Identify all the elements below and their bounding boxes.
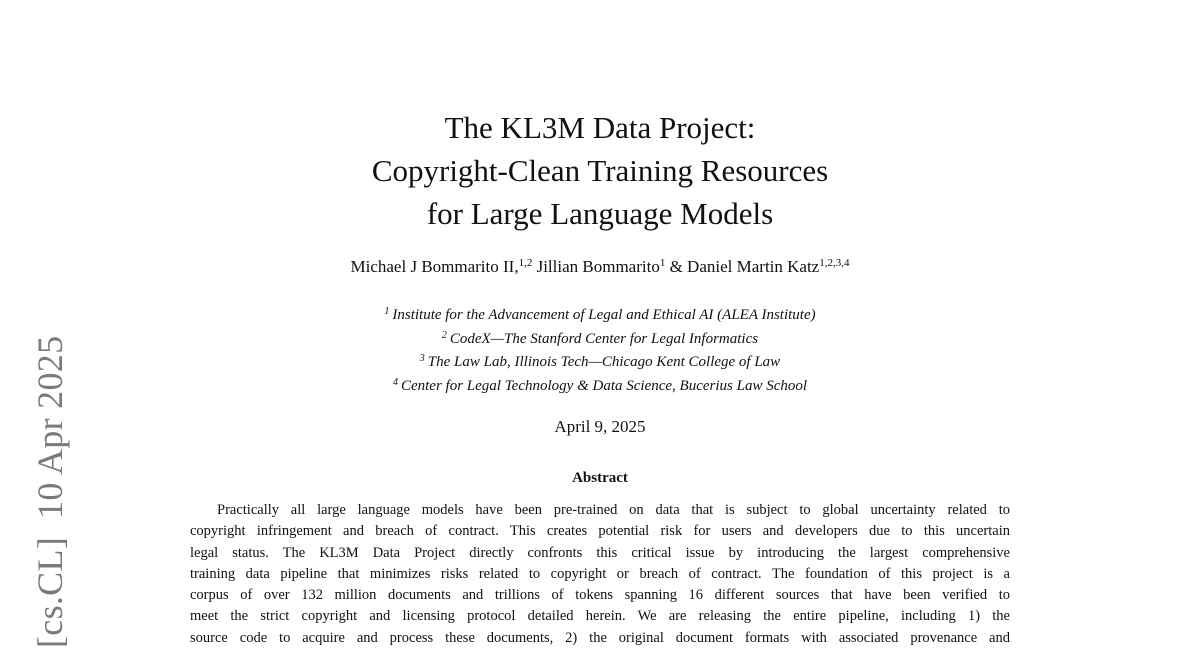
affiliation [250,304,950,328]
abstract-line: Practically all large language models have been pre-trained on data that is subject to global uncertainty related to [217,502,1010,518]
paper-title [300,106,900,235]
author-name: Jillian Bommarito [536,257,660,276]
affiliation-number: 2 [441,329,447,341]
abstract-heading: Abstract [572,470,628,486]
affiliation-number: 1 [384,306,390,317]
affiliation [250,375,950,399]
author-affil-marker: 1,2,3,4 [819,257,850,269]
affiliation [250,351,950,375]
abstract-body [190,500,1010,649]
abstract-line: corpus of over 132 million documents and trillions of tokens spanning 16 different sources that have been verified to [190,587,1010,604]
title-line: for Large Language Models [426,196,774,231]
affiliation-number: 3 [419,353,425,364]
paper-date: April 9, 2025 [554,417,646,436]
affiliation-number: 4 [392,376,398,388]
affiliation-text: Center for Legal Technology & Data Science, Bucerius Law School [400,377,808,394]
author-affil-marker: 1 [659,257,666,269]
affiliation-list [250,304,950,398]
arxiv-side-stamp [28,308,72,648]
abstract-line: copyright infringement and breach of contract. This creates potential risk for users and developers due to this uncertain [190,523,1010,540]
affiliation-text: CodeX—The Stanford Center for Legal Informatics [449,330,759,347]
abstract-line: meet the strict copyright and licensing protocol detailed herein. We are releasing the entire pipeline, including 1) the [190,608,1010,625]
affiliation-text: The Law Lab, Illinois Tech—Chicago Kent College of Law [427,354,781,370]
abstract-line: training data pipeline that minimizes risks related to copyright or breach of contract. The foundation of this project is a [190,565,1010,582]
abstract-line: legal status. The KL3M Data Project directly confronts this critical issue by introducing the largest comprehensive [190,544,1010,561]
abstract-line: source code to acquire and process these documents, 2) the original document formats with associated provenance and [190,629,1010,646]
author-affil-marker: 1,2 [518,257,533,269]
title-line: The KL3M Data Project: [444,110,756,145]
title-line: Copyright-Clean Training Resources [371,153,829,188]
author-name: & Daniel Martin Katz [669,257,820,276]
arxiv-date: 10 Apr 2025 [30,335,70,519]
author-name: Michael J Bommarito II, [350,257,519,276]
arxiv-category: [cs.CL] [30,536,70,648]
affiliation [250,328,950,352]
affiliation-text: Institute for the Advancement of Legal and Ethical AI (ALEA Institute) [392,307,816,323]
author-list [200,257,1000,277]
